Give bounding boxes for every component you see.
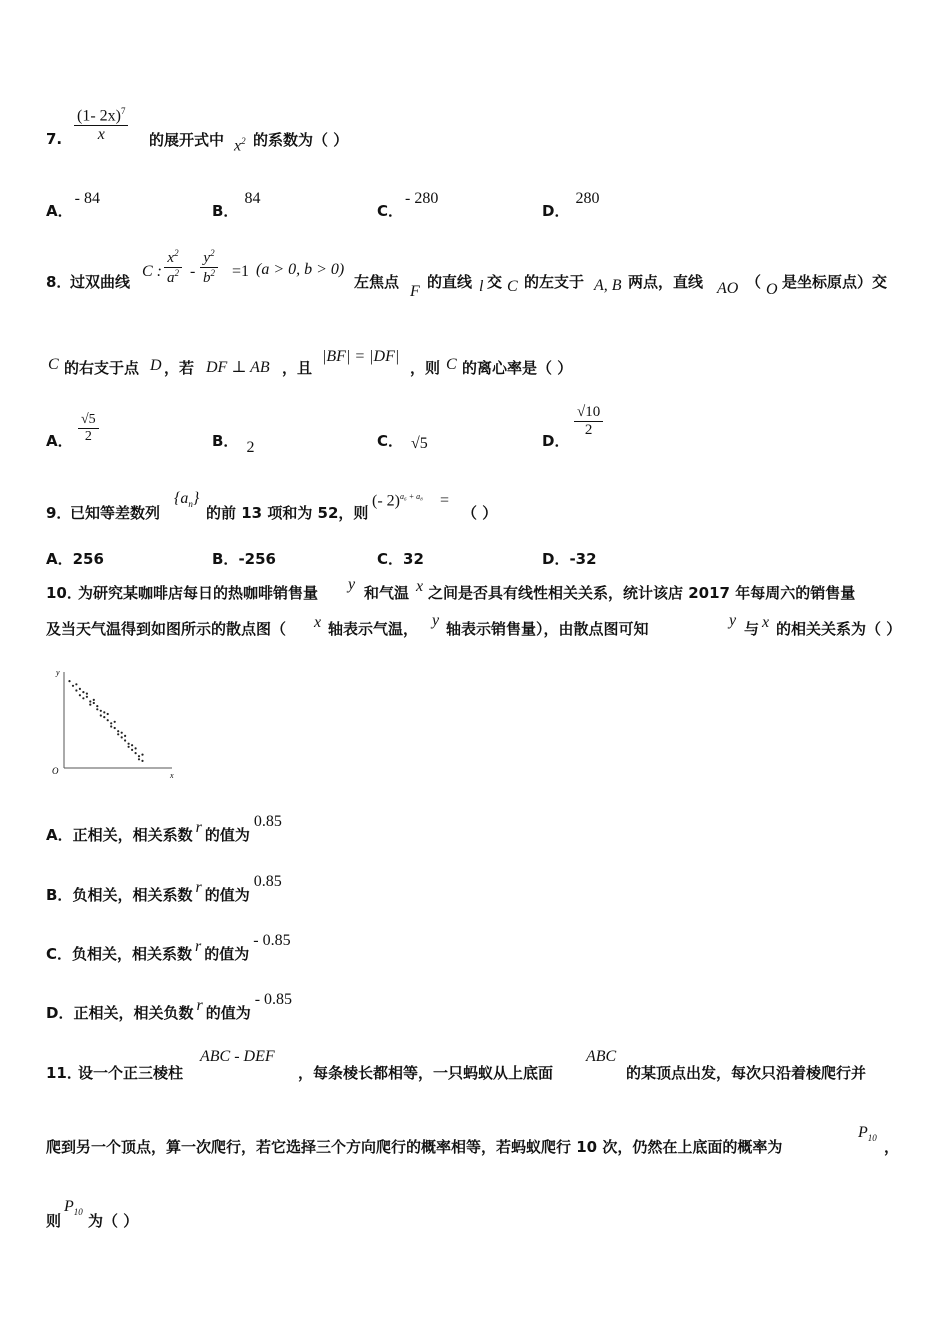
- q8-AB: A, B: [594, 277, 622, 294]
- q10-option-d-label: D．: [46, 1004, 74, 1022]
- q10-option-b[interactable]: [46, 873, 282, 905]
- scatter-point: [124, 739, 126, 741]
- q10-y3: y: [729, 612, 737, 629]
- scatter-point: [141, 760, 143, 762]
- q9-option-b-label: B．: [212, 550, 239, 568]
- q11-prism: ABC - DEF: [200, 1048, 275, 1065]
- scatter-point: [128, 746, 130, 748]
- q8-frac-x: $\frac{x^2}{a^2}$: [164, 248, 182, 287]
- q8-text-3: 的直线: [427, 273, 473, 291]
- q7-option-a-label: A．: [46, 202, 73, 220]
- q7-option-b[interactable]: [212, 190, 261, 221]
- q10-axis-x-label: x: [170, 771, 174, 780]
- q9-option-b-value: -256: [238, 550, 276, 568]
- q8-text-10: ，若: [164, 359, 195, 377]
- q9-option-c[interactable]: [377, 548, 424, 569]
- q7-option-d[interactable]: [542, 190, 600, 221]
- q9-option-c-label: C．: [377, 550, 404, 568]
- q8-b: b: [203, 270, 211, 286]
- q10-option-a-r: r: [195, 819, 202, 836]
- q8-option-d[interactable]: [542, 404, 601, 451]
- scatter-point: [131, 744, 133, 746]
- q10-option-c-label: C．: [46, 945, 73, 963]
- q8-stem-line2: [46, 344, 906, 378]
- scatter-point: [124, 735, 126, 737]
- q9-equals: =: [440, 492, 450, 509]
- q9-power: [372, 492, 423, 510]
- q10-option-b-r: r: [195, 879, 202, 896]
- scatter-point: [75, 689, 77, 691]
- q10-text-1a: 为研究某咖啡店每日的热咖啡销售量: [78, 584, 319, 602]
- scatter-point: [103, 711, 105, 713]
- q8-perp: DF ⊥ AB: [206, 359, 270, 376]
- q10-y: y: [348, 576, 356, 593]
- q11-text-1c: 的某顶点出发，每次只沿着棱爬行并: [626, 1064, 867, 1082]
- q8-AO: AO: [717, 280, 739, 297]
- q10-option-c-value: - 0.85: [253, 932, 291, 949]
- q7-option-a-value: - 84: [74, 190, 100, 207]
- q8-option-a[interactable]: [46, 412, 96, 451]
- scatter-point: [79, 694, 81, 696]
- q8-option-a-num: √5: [78, 412, 99, 429]
- scatter-point: [96, 705, 98, 707]
- q9-option-d[interactable]: [542, 548, 597, 569]
- scatter-point: [138, 758, 140, 760]
- scatter-point: [141, 754, 143, 756]
- q8-text-4: 交: [487, 273, 503, 291]
- q7-exponent: 7: [120, 106, 126, 116]
- scatter-point: [110, 722, 112, 724]
- q7-option-c[interactable]: [377, 190, 439, 221]
- q10-option-a[interactable]: [46, 813, 282, 845]
- q8-text-2: 左焦点: [354, 273, 400, 291]
- q8-text-6: 两点，直线: [628, 273, 704, 291]
- q10-stem-line1: [46, 576, 906, 606]
- scatter-point: [93, 702, 95, 704]
- q8-option-c-value: √5: [411, 435, 428, 452]
- q7-option-d-value: 280: [575, 190, 600, 207]
- scatter-point: [89, 704, 91, 706]
- q10-option-c-tail: 的值为: [204, 945, 250, 963]
- scatter-point: [114, 727, 116, 729]
- q7-option-b-value: 84: [244, 190, 261, 207]
- q7-option-c-value: - 280: [405, 190, 439, 207]
- scatter-point: [68, 680, 70, 682]
- q8-C2: C: [446, 356, 457, 373]
- q10-text-2b: 轴表示气温，: [328, 620, 419, 638]
- q10-x2: x: [314, 614, 322, 631]
- scatter-point: [131, 749, 133, 751]
- q7-option-a[interactable]: [46, 190, 100, 221]
- scatter-point: [100, 714, 102, 716]
- q9-seq-a: {a: [174, 490, 189, 507]
- q10-option-d-text: 正相关，相关负数: [73, 1004, 194, 1022]
- q9-text-3: （ ）: [462, 504, 498, 522]
- q8-a: a: [167, 270, 175, 286]
- q10-text-2a: 及当天气温得到如图所示的散点图（: [46, 620, 287, 638]
- q9-option-d-label: D．: [542, 550, 570, 568]
- scatter-point: [135, 752, 137, 754]
- q8-l: l: [479, 278, 484, 295]
- scatter-point: [86, 693, 88, 695]
- q8-equals: =1: [232, 263, 250, 280]
- q11-P10-2: [64, 1198, 83, 1217]
- q9-option-a[interactable]: [46, 548, 104, 569]
- q7-term: [234, 136, 246, 155]
- q8-option-d-den: 2: [584, 422, 593, 438]
- q7-numerator: (1- 2x): [77, 107, 121, 125]
- q11-text-3a: 则: [46, 1212, 62, 1230]
- q10-option-d-value: - 0.85: [254, 991, 293, 1008]
- q8-option-c-label: C．: [377, 432, 404, 450]
- q10-option-c-r: r: [195, 938, 202, 955]
- q11-text-1b: ，每条棱长都相等，一只蚂蚁从上底面: [298, 1064, 554, 1082]
- q10-option-b-value: 0.85: [253, 873, 282, 890]
- q9-option-a-value: 256: [72, 550, 104, 568]
- q7-number: 7.: [46, 130, 63, 148]
- scatter-point: [96, 708, 98, 710]
- q9-exponent: a₆ + a₈: [399, 492, 423, 501]
- q8-number: 8．: [46, 273, 72, 291]
- scatter-point: [86, 696, 88, 698]
- q8-D: D: [150, 357, 162, 374]
- q7-text-a: 的展开式中: [149, 131, 225, 149]
- q11-stem-line3: [46, 1198, 346, 1228]
- q10-text-1b: 和气温: [364, 584, 410, 602]
- q8-option-a-label: A．: [46, 432, 73, 450]
- scatter-point: [89, 700, 91, 702]
- q8-option-b-label: B．: [212, 432, 239, 450]
- q11-ABC: ABC: [586, 1048, 617, 1065]
- q9-seq-end: }: [192, 490, 200, 507]
- q8-C: C: [507, 278, 518, 295]
- q7-option-c-label: C．: [377, 202, 404, 220]
- scatter-point: [121, 736, 123, 738]
- scatter-point: [114, 721, 116, 723]
- q10-text-2e: 的相关关系为（ ）: [776, 620, 902, 638]
- q10-text-2d: 与: [744, 620, 760, 638]
- scatter-point: [138, 755, 140, 757]
- q8-option-d-value: [574, 404, 603, 439]
- scatter-point: [128, 743, 130, 745]
- q8-option-a-value: [78, 412, 99, 445]
- scatter-point: [79, 688, 81, 690]
- q8-minus: -: [190, 263, 196, 280]
- q10-option-c[interactable]: [46, 932, 291, 964]
- q11-P-sub: 10: [867, 1133, 877, 1144]
- q10-option-a-tail: 的值为: [204, 826, 250, 844]
- q8-option-b-value: 2: [246, 439, 255, 456]
- q8-option-b[interactable]: [212, 430, 255, 456]
- q7-term-x: x: [234, 137, 242, 155]
- q8-O: O: [766, 281, 778, 298]
- scatter-point: [72, 685, 74, 687]
- scatter-point: [117, 730, 119, 732]
- q9-option-d-value: -32: [569, 550, 597, 568]
- q10-x: x: [416, 578, 424, 595]
- scatter-point: [107, 719, 109, 721]
- q10-text-1c: 之间是否具有线性相关关系，统计该店 2017 年每周六的销售量: [428, 584, 856, 602]
- q8-text-8: 是坐标原点）交: [782, 273, 888, 291]
- q8-frac-y: $\frac{y^2}{b^2}$: [200, 248, 218, 287]
- q8-text-1: 过双曲线: [70, 273, 131, 291]
- q9-text-2: 的前 13 项和为 52，则: [206, 504, 369, 522]
- q10-stem-line2: [46, 612, 906, 642]
- scatter-point: [121, 732, 123, 734]
- q9-option-b[interactable]: [212, 548, 276, 569]
- q10-number: 10．: [46, 584, 82, 602]
- q10-option-c-text: 负相关，相关系数: [72, 945, 193, 963]
- q11-stem-line1: [46, 1046, 906, 1082]
- q8-condition: (a > 0, b > 0): [256, 261, 345, 278]
- q8-curve: C :: [142, 263, 162, 280]
- q10-option-b-text: 负相关，相关系数: [72, 886, 193, 904]
- scatter-point: [75, 683, 77, 685]
- q11-P: P: [858, 1124, 868, 1141]
- q8-abs: |BF| = |DF|: [322, 348, 400, 365]
- q9-base: (- 2): [372, 492, 400, 510]
- q10-option-a-value: 0.85: [253, 813, 282, 830]
- q10-option-b-label: B．: [46, 886, 73, 904]
- q7-term-exp: 2: [241, 136, 246, 146]
- q7-option-b-label: B．: [212, 202, 239, 220]
- q11-P2-sub: 10: [73, 1207, 83, 1218]
- q9-number: 9．: [46, 504, 72, 522]
- q10-option-b-tail: 的值为: [204, 886, 250, 904]
- scatter-point: [107, 713, 109, 715]
- q8-option-d-num: √10: [574, 404, 603, 422]
- q9-sequence: [174, 490, 199, 509]
- q7-denominator: x: [97, 126, 105, 144]
- q7-text-b: 的系数为（ ）: [253, 131, 349, 149]
- q8-stem-line1: [46, 250, 906, 300]
- q11-text-2a: 爬到另一个顶点，算一次爬行，若它选择三个方向爬行的概率相等，若蚂蚁爬行 10 次，仍然在上底面的概率为: [46, 1138, 783, 1156]
- q10-axis-y-label: y: [56, 668, 60, 677]
- q10-option-a-text: 正相关，相关系数: [72, 826, 193, 844]
- scatter-point: [110, 725, 112, 727]
- q8-text-13: 的离心率是（ ）: [462, 359, 573, 377]
- q8-text-9: 的右支于点: [64, 359, 140, 377]
- scatter-point: [82, 691, 84, 693]
- q8-F: F: [410, 283, 420, 300]
- q10-option-d-tail: 的值为: [205, 1004, 251, 1022]
- scatter-point: [103, 716, 105, 718]
- q11-text-1a: 设一个正三棱柱: [78, 1064, 184, 1082]
- q8-option-c[interactable]: [377, 430, 428, 452]
- q7-fraction: [74, 106, 128, 144]
- q11-P10: [858, 1124, 877, 1143]
- q11-text-2b: ，: [884, 1138, 900, 1156]
- scatter-point: [117, 733, 119, 735]
- q8-x: x: [167, 250, 175, 266]
- q11-text-3b: 为（ ）: [88, 1212, 139, 1230]
- q10-option-d[interactable]: [46, 991, 293, 1023]
- q9-option-a-label: A．: [46, 550, 73, 568]
- q9-text-1: 已知等差数列: [70, 504, 161, 522]
- q8-text-12: ，则: [410, 359, 441, 377]
- q10-option-a-label: A．: [46, 826, 73, 844]
- scatter-point: [93, 699, 95, 701]
- q10-scatter-points: [68, 680, 143, 762]
- q8-text-7: （: [746, 273, 762, 291]
- q8-y: y: [203, 250, 211, 266]
- q10-scatter-plot: [50, 664, 180, 780]
- q8-text-11: ，且: [282, 359, 313, 377]
- scatter-point: [100, 710, 102, 712]
- scatter-point: [135, 747, 137, 749]
- q8-option-a-den: 2: [84, 429, 92, 444]
- q11-number: 11．: [46, 1064, 82, 1082]
- q8-text-5: 的左支于: [524, 273, 585, 291]
- q10-x3: x: [762, 614, 770, 631]
- q8-option-d-label: D．: [542, 432, 570, 450]
- q7-option-d-label: D．: [542, 202, 570, 220]
- q10-axis-origin: O: [52, 766, 59, 776]
- q8-line2-C: C: [48, 356, 59, 373]
- q9-option-c-value: 32: [403, 550, 424, 568]
- scatter-point: [82, 697, 84, 699]
- q9-stem: [46, 490, 906, 522]
- q11-P2: P: [64, 1198, 74, 1215]
- q10-y2: y: [432, 612, 440, 629]
- q9-seq-sub: n: [188, 499, 193, 510]
- q10-text-2c: 轴表示销售量），由散点图可知: [446, 620, 649, 638]
- q10-option-d-r: r: [196, 997, 203, 1014]
- q11-stem-line2: [46, 1124, 906, 1158]
